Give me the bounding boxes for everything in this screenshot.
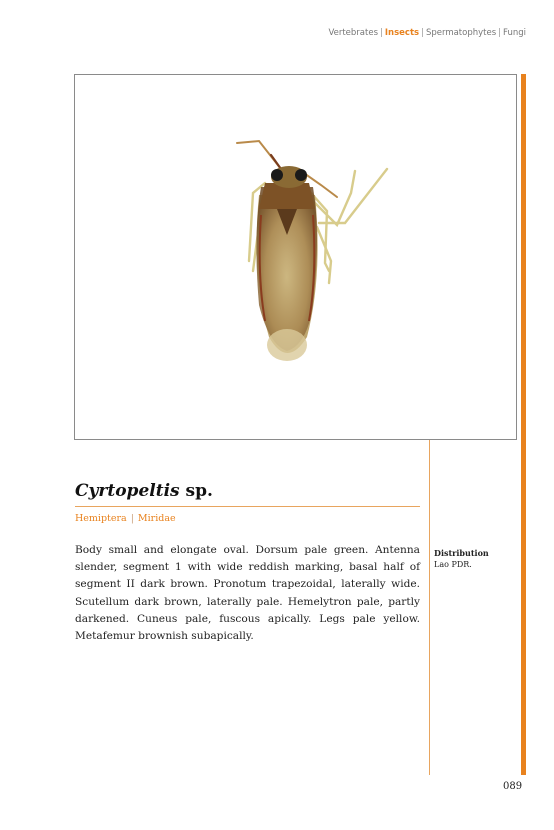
specimen-photo — [74, 74, 517, 440]
taxonomy-order: Hemiptera — [75, 513, 127, 524]
nav-separator: | — [421, 28, 424, 38]
nav-vertebrates[interactable]: Vertebrates — [328, 28, 378, 38]
column-divider — [429, 440, 430, 775]
title-rule — [75, 506, 420, 507]
distribution-label: Distribution — [434, 548, 489, 558]
nav-spermatophytes[interactable]: Spermatophytes — [425, 28, 497, 38]
species-suffix: sp. — [185, 481, 213, 501]
accent-bar — [521, 74, 526, 775]
species-genus: Cyrtopeltis — [75, 481, 180, 501]
nav-separator: | — [498, 28, 502, 38]
taxonomy-separator: | — [130, 513, 134, 524]
distribution-value: Lao PDR. — [434, 560, 472, 569]
taxonomy-family: Miridae — [137, 513, 176, 524]
species-title — [75, 481, 213, 501]
nav-separator: | — [380, 28, 383, 38]
species-description: Body small and elongate oval. Dorsum pale green. Antenna slender, segment 1 with wide reddish marking, basal half of segment II dark brown. Pronotum trapezoidal, laterally wide. Scutellum dark brown, laterally pale. Hemelytron pale, partly darkened. Cuneus pale, fuscous apically. Legs pale yellow. Metafemur brownish subapically. — [75, 544, 420, 643]
nav-insects[interactable]: Insects — [384, 28, 420, 38]
taxonomy-line — [75, 513, 176, 524]
page-number: 089 — [503, 781, 523, 792]
section-nav — [328, 28, 526, 38]
insect-specimen-icon — [75, 75, 516, 439]
nav-fungi[interactable]: Fungi — [503, 28, 526, 38]
